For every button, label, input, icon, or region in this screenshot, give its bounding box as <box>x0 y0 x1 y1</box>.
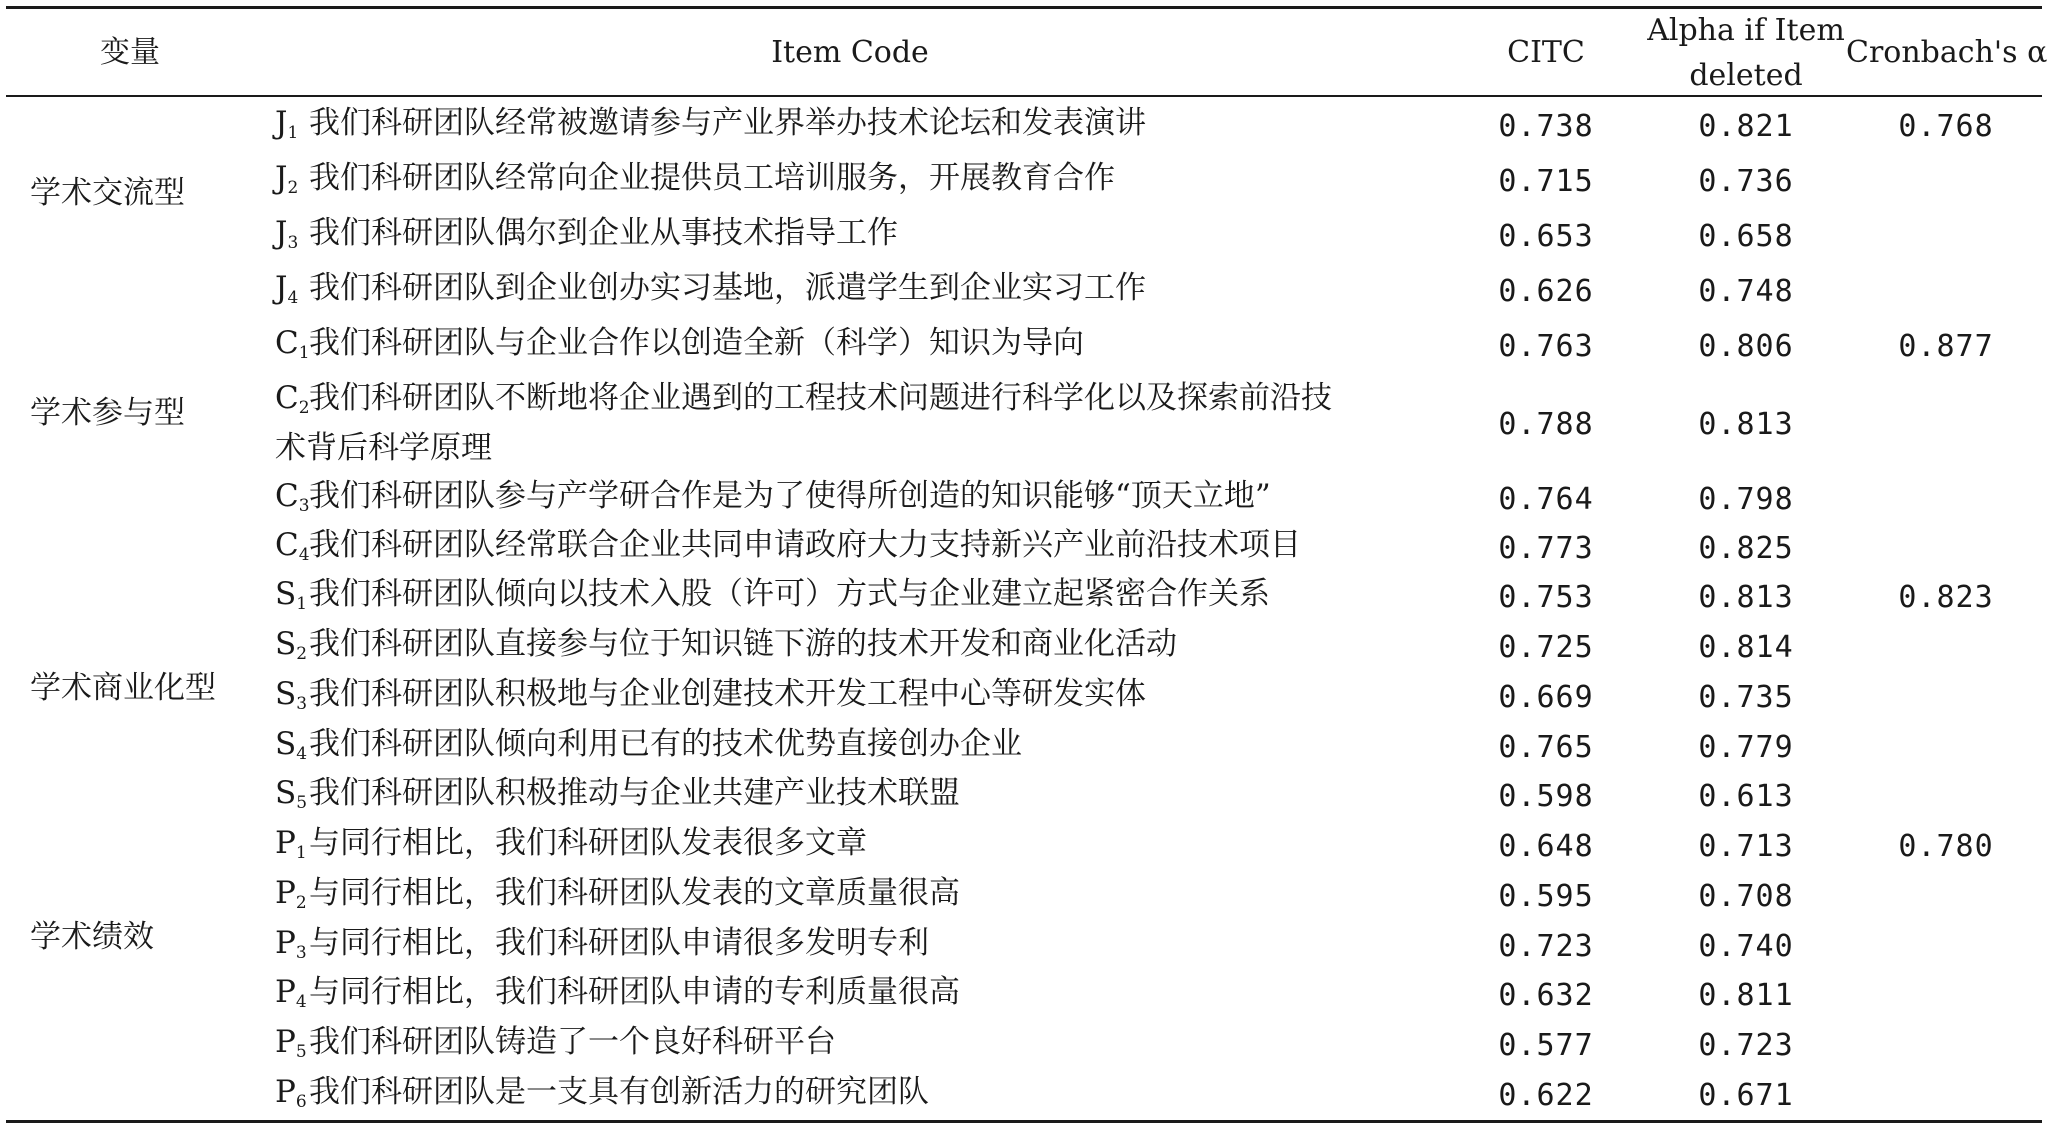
item-text: $P_1$与同行相比，我们科研团队发表很多文章 <box>275 825 867 863</box>
group-label: 学术绩效 <box>30 919 154 955</box>
alpha-value: 0.658 <box>1698 219 1794 254</box>
header-variable: 变量 <box>100 35 160 70</box>
alpha-value: 0.713 <box>1698 829 1794 864</box>
citc-value: 0.725 <box>1498 630 1594 665</box>
alpha-value: 0.671 <box>1698 1078 1794 1113</box>
header-alpha-line1: Alpha if Item <box>1647 13 1845 48</box>
item-text: $S_3$我们科研团队积极地与企业创建技术开发工程中心等研发实体 <box>275 676 1146 714</box>
citc-value: 0.763 <box>1498 329 1594 364</box>
item-text-continued: 术背后科学原理 <box>275 430 492 466</box>
alpha-value: 0.708 <box>1698 879 1794 914</box>
citc-value: 0.626 <box>1498 274 1594 309</box>
citc-value: 0.773 <box>1498 531 1594 566</box>
alpha-value: 0.779 <box>1698 730 1794 765</box>
item-text: $J_2$ 我们科研团队经常向企业提供员工培训服务，开展教育合作 <box>275 160 1115 198</box>
item-text: $C_1$我们科研团队与企业合作以创造全新（科学）知识为导向 <box>275 325 1084 363</box>
citc-value: 0.723 <box>1498 929 1594 964</box>
group-label: 学术商业化型 <box>30 670 216 706</box>
alpha-value: 0.740 <box>1698 929 1794 964</box>
alpha-value: 0.748 <box>1698 274 1794 309</box>
item-text: $C_2$我们科研团队不断地将企业遇到的工程技术问题进行科学化以及探索前沿技 <box>275 380 1332 418</box>
alpha-value: 0.798 <box>1698 482 1794 517</box>
item-text: $S_2$我们科研团队直接参与位于知识链下游的技术开发和商业化活动 <box>275 626 1177 664</box>
bottom-rule <box>6 1120 2042 1123</box>
citc-value: 0.632 <box>1498 978 1594 1013</box>
item-text: $J_1$ 我们科研团队经常被邀请参与产业界举办技术论坛和发表演讲 <box>275 105 1146 143</box>
citc-value: 0.577 <box>1498 1028 1594 1063</box>
alpha-value: 0.723 <box>1698 1028 1794 1063</box>
group-label: 学术交流型 <box>30 175 185 211</box>
alpha-value: 0.814 <box>1698 630 1794 665</box>
item-text: $P_4$与同行相比，我们科研团队申请的专利质量很高 <box>275 974 960 1012</box>
cronbach-value: 0.768 <box>1898 109 1994 144</box>
top-rule <box>6 6 2042 9</box>
group-label: 学术参与型 <box>30 395 185 431</box>
alpha-value: 0.811 <box>1698 978 1794 1013</box>
header-cronbach: Cronbach's α <box>1846 35 2048 70</box>
item-text: $S_5$我们科研团队积极推动与企业共建产业技术联盟 <box>275 775 960 813</box>
item-text: $P_5$我们科研团队铸造了一个良好科研平台 <box>275 1024 836 1062</box>
header-rule <box>6 95 2042 97</box>
item-text: $P_3$与同行相比，我们科研团队申请很多发明专利 <box>275 925 929 963</box>
citc-value: 0.595 <box>1498 879 1594 914</box>
citc-value: 0.622 <box>1498 1078 1594 1113</box>
cronbach-value: 0.877 <box>1898 329 1994 364</box>
alpha-value: 0.736 <box>1698 164 1794 199</box>
citc-value: 0.648 <box>1498 829 1594 864</box>
alpha-value: 0.735 <box>1698 680 1794 715</box>
item-text: $P_6$我们科研团队是一支具有创新活力的研究团队 <box>275 1074 929 1112</box>
citc-value: 0.788 <box>1498 407 1594 442</box>
alpha-value: 0.813 <box>1698 580 1794 615</box>
header-alpha-line2: deleted <box>1689 58 1803 93</box>
header-citc: CITC <box>1507 35 1585 70</box>
alpha-value: 0.821 <box>1698 109 1794 144</box>
citc-value: 0.753 <box>1498 580 1594 615</box>
item-text: $C_3$我们科研团队参与产学研合作是为了使得所创造的知识能够“顶天立地” <box>275 478 1271 516</box>
item-text: $P_2$与同行相比，我们科研团队发表的文章质量很高 <box>275 875 960 913</box>
item-text: $S_4$我们科研团队倾向利用已有的技术优势直接创办企业 <box>275 726 1022 764</box>
item-text: $C_4$我们科研团队经常联合企业共同申请政府大力支持新兴产业前沿技术项目 <box>275 527 1301 565</box>
citc-value: 0.598 <box>1498 779 1594 814</box>
citc-value: 0.653 <box>1498 219 1594 254</box>
alpha-value: 0.813 <box>1698 407 1794 442</box>
cronbach-value: 0.823 <box>1898 580 1994 615</box>
alpha-value: 0.806 <box>1698 329 1794 364</box>
citc-value: 0.738 <box>1498 109 1594 144</box>
item-text: $J_4$ 我们科研团队到企业创办实习基地，派遣学生到企业实习工作 <box>275 270 1146 308</box>
cronbach-value: 0.780 <box>1898 829 1994 864</box>
item-text: $J_3$ 我们科研团队偶尔到企业从事技术指导工作 <box>275 215 898 253</box>
citc-value: 0.765 <box>1498 730 1594 765</box>
alpha-value: 0.613 <box>1698 779 1794 814</box>
alpha-value: 0.825 <box>1698 531 1794 566</box>
citc-value: 0.669 <box>1498 680 1594 715</box>
item-text: $S_1$我们科研团队倾向以技术入股（许可）方式与企业建立起紧密合作关系 <box>275 576 1270 614</box>
header-item-code: Item Code <box>771 35 929 70</box>
citc-value: 0.715 <box>1498 164 1594 199</box>
citc-value: 0.764 <box>1498 482 1594 517</box>
